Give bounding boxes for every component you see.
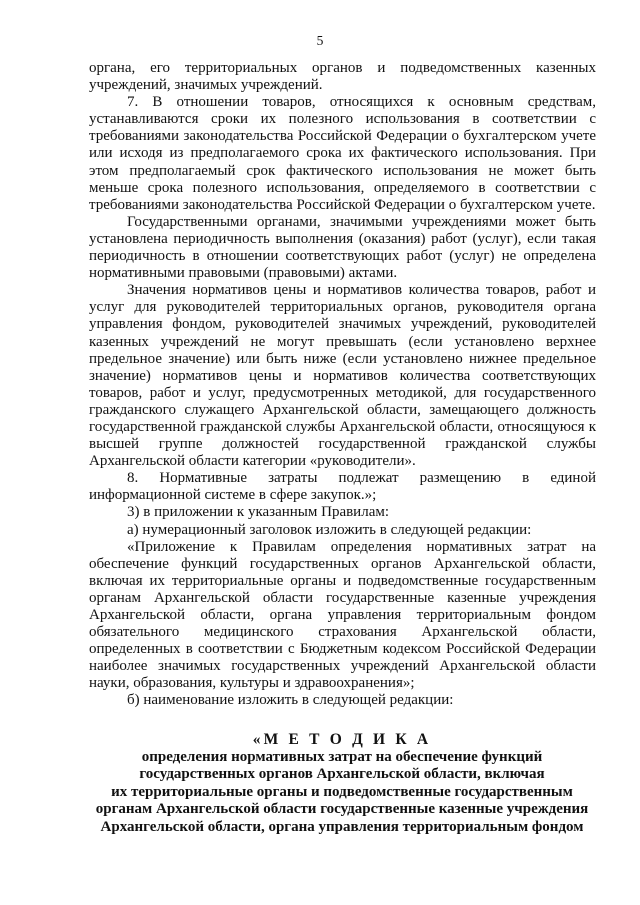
- paragraph-continuation: органа, его территориальных органов и подведомственных казенных учреждений, значимых учреждений.: [89, 60, 596, 94]
- paragraph-subitem-3: 3) в приложении к указанным Правилам:: [127, 504, 390, 521]
- page-number: 5: [316, 33, 324, 48]
- heading-line: государственных органов Архангельской области, включая: [139, 766, 545, 783]
- methodology-heading: [82, 731, 602, 837]
- paragraph-subitem-a: а) нумерационный заголовок изложить в следующей редакции:: [127, 521, 532, 538]
- heading-title: «М Е Т О Д И К А: [252, 731, 432, 748]
- heading-line: определения нормативных затрат на обеспечение функций: [141, 748, 543, 765]
- heading-line: Архангельской области, органа управления территориальным фондом: [100, 818, 584, 835]
- paragraph-item-8: 8. Нормативные затраты подлежат размещению в единой информационной системе в сфере закупок.»;: [89, 470, 596, 504]
- paragraph-item-7: 7. В отношении товаров, относящихся к основным средствам, устанавливаются сроки их полезного использования в соответствии с требованиями законодательства Российской Федерации о бухгалтерском учете или исходя из предполагаемого срока их фактического использования. При этом предполагаемый срок фактического использования не может быть меньше срока полезного использования, определяемого в соответствии с требованиями законодательства Российской Федерации о бухгалтерском учете.: [89, 94, 596, 213]
- paragraph-periodicity: Государственными органами, значимыми учреждениями может быть установлена периодичность выполнения (оказания) работ (услуг), если такая периодичность в отношении соответствующих работ (услуг) не определена нормативными правовыми (правовыми) актами.: [89, 213, 596, 282]
- document-body: [89, 60, 596, 710]
- paragraph-norm-values: Значения нормативов цены и нормативов количества товаров, работ и услуг для руководителей территориальных органов, руководителя органа управления фондом, руководителей значимых учреждений, руководителей казенных учреждений не могут превышать (если установлено верхнее предельное значение) или быть ниже (если установлено нижнее предельное значение) нормативов цены и нормативов количества соответствующих товаров, работ и услуг, предусмотренных методикой, для государственного гражданского служащего Архангельской области, замещающего должность государственной гражданской службы Архангельской области, относящуюся к высшей группе должностей государственной гражданской службы Архангельской области категории «руководители».: [89, 282, 596, 470]
- paragraph-subitem-b: б) наименование изложить в следующей редакции:: [127, 692, 454, 709]
- heading-line: органам Архангельской области государственные казенные учреждения: [95, 801, 589, 818]
- heading-line: их территориальные органы и подведомственные государственным: [111, 783, 573, 800]
- paragraph-appendix-title: «Приложение к Правилам определения нормативных затрат на обеспечение функций государственных органов Архангельской области, включая их территориальные органы и подведомственные государственным органам Архангельской области государственные казенные учреждения Архангельской области, органа управления территориальным фондом обязательного медицинского страхования Архангельской области, определенных в соответствии с Бюджетным кодексом Российской Федерации наиболее значимых государственных учреждений Архангельской области науки, образования, культуры и здравоохранения»;: [89, 538, 596, 692]
